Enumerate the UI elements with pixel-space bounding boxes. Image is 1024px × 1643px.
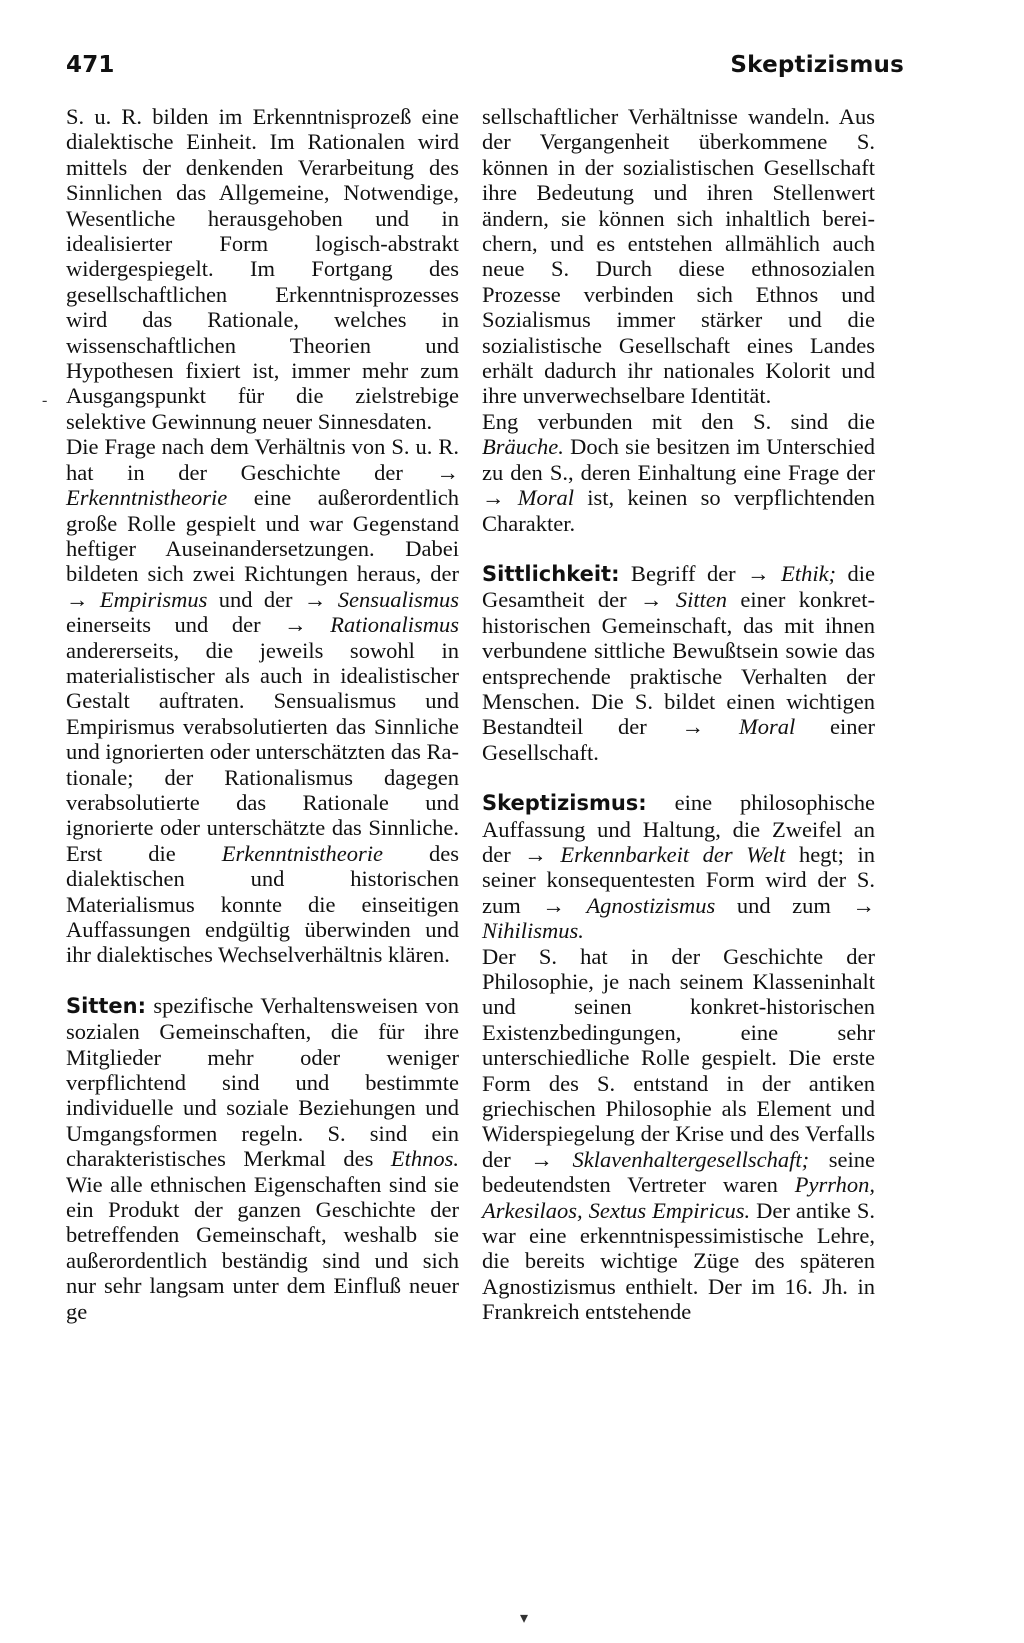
cross-reference: Erkenntnistheorie: [66, 485, 228, 511]
arrow-icon: →: [303, 586, 338, 612]
text-run: ist, keinen so verpflichtenden Charakter.: [482, 485, 875, 536]
cross-reference: Nihilismus.: [482, 918, 584, 944]
cross-reference: Pyrrhon, Arkesilaos, Sextus Empiricus.: [482, 1172, 875, 1223]
paragraph: [482, 409, 875, 536]
text-run: Der antike S. war eine erkenntnispessimistische Lehre, die bereits wichtige Züge des späteren Agnostizismus enthielt. Der im 16. Jh. in Frankreich entstehende: [482, 1197, 875, 1325]
cross-reference: Moral: [738, 714, 796, 740]
paragraph: S. u. R. bilden im Erkenntnisprozeß eine dialektische Einheit. Im Rationalen wird mittels der denkenden Verarbeitung des Sinnlichen das Allgemeine, Notwendige, Wesentliche herausgehoben und in idealisierter Form logisch-abstrakt widergespiegelt. Im Fortgang des gesellschaftlichen Erkenntnisprozesses wird das Rationale, welches in wissenschaftlichen Theorien und Hypothesen fixiert ist, immer mehr zum Ausgangspunkt für die zielstrebige selektive Gewinnung neuer Sinnesdaten.: [66, 104, 459, 434]
text-run: des dialektischen und historischen Materialismus konnte die einseitigen Auffassungen endgültig überwinden und ihr dialektisches Wechselverhältnis klären.: [66, 840, 459, 968]
text-run: Doch sie besitzen im Unterschied zu den S., deren Einhaltung eine Frage der: [482, 434, 875, 485]
arrow-icon: →: [524, 841, 561, 867]
arrow-icon: →: [530, 1146, 573, 1172]
cross-reference: Ethik;: [781, 560, 837, 586]
text-run: Begriff der: [619, 560, 748, 586]
page-number: 471: [66, 52, 115, 78]
margin-mark: -: [42, 392, 48, 409]
cross-reference: Sensualismus: [337, 586, 460, 612]
arrow-icon: →: [681, 714, 739, 740]
arrow-icon: →: [542, 892, 587, 918]
arrow-icon: →: [436, 459, 459, 485]
running-head: Skeptizismus: [730, 52, 904, 78]
text-run: Wie alle ethnischen Eigenschaften sind sie ein Produkt der ganzen Geschichte der betreffenden Gemeinschaft, weshalb sie außerordentlich beständig sind und sich nur sehr langsam unter dem Einfluß neuer ge: [66, 1171, 459, 1324]
headword: Sitten:: [66, 993, 146, 1018]
text-run: Eng verbunden mit den S. sind die: [482, 408, 875, 434]
cross-reference: Sitten: [675, 587, 728, 613]
cross-reference: Erkennbarkeit der Welt: [560, 841, 786, 867]
paragraph: [482, 944, 875, 1325]
entry-sitten: [66, 993, 459, 1324]
arrow-icon: →: [639, 587, 676, 613]
left-column: [66, 104, 459, 1324]
cross-reference: Moral: [517, 485, 574, 511]
text-run: einer Gesellschaft.: [482, 714, 875, 765]
text-run: Der S. hat in der Geschichte der Philosophie, je nach seinem Klasseninhalt und seinen konkret-historischen Existenzbedingungen, eine sehr unterschiedliche Rolle gespielt. Die erste Form des S. entstand in der antiken griechischen Philosophie als Element und Widerspiegelung der Krise und des Verfalls der: [482, 943, 875, 1172]
text-run: einerseits und der: [66, 612, 285, 638]
arrow-icon: →: [747, 560, 782, 586]
paragraph: [66, 434, 459, 968]
headword: Sittlichkeit:: [482, 561, 620, 586]
text-run: eine philosophische Auffassung und Haltung, die Zweifel an der: [482, 790, 875, 867]
text-run: seine bedeutendsten Vertreter waren: [482, 1146, 876, 1198]
text-run: und der: [207, 586, 304, 612]
cross-reference: Ethnos.: [390, 1146, 459, 1172]
text-run: spezifische Verhaltensweisen von sozialen Gemeinschaften, die für ihre Mitglieder mehr oder weniger verpflichtend sind und bestimmte individuelle und soziale Beziehungen und Umgangsformen regeln. S. sind ein charakteristisches Merkmal des: [66, 992, 459, 1172]
text-run: eine außerordentlich große Rolle gespielt und war Gegenstand heftiger Auseinandersetzungen. Dabei bildeten sich zwei Richtungen heraus, der: [66, 485, 459, 587]
cross-reference: Agnostizismus: [586, 892, 716, 918]
text-run: Die Frage nach dem Verhältnis von S. u. R. hat in der Geschichte der: [66, 434, 459, 485]
headword: Skeptizismus:: [482, 791, 647, 816]
arrow-icon: →: [482, 485, 518, 511]
margin-mark: ▾: [520, 1610, 529, 1627]
arrow-icon: →: [852, 892, 875, 918]
text-run: und zum: [715, 892, 853, 918]
paragraph: sellschaftlicher Verhältnisse wandeln. Aus der Vergangenheit überkommene S. können in der sozialistischen Gesellschaft ihre Bedeutung und ihren Stellenwert ändern, sie können sich inhaltlich bereichern, und es entstehen allmählich auch neue S. Durch diese ethnosozialen Prozesse verbinden sich Ethnos und Sozialismus immer stärker und die sozialistische Gesellschaft eines Landes erhält dadurch ihr nationales Kolorit und ihre unverwechselbare Identität.: [482, 104, 875, 409]
text-run: andererseits, die jeweils sowohl in materialistischer als auch in idealistischer Gestalt auftraten. Sensualismus und Empirismus verabsolutierten das Sinnliche und ignorierten oder unterschätzten das Rationale; der Rationalismus dagegen verabsolutierte das Rationale und ignorierte oder unterschätzte das Sinnliche. Erst die: [66, 637, 459, 866]
arrow-icon: →: [66, 586, 100, 612]
cross-reference: Sklavenhaltergesellschaft;: [572, 1146, 810, 1172]
text-run: hegt; in seiner konsequentesten Form wird der S. zum: [482, 841, 875, 918]
text-run: die Gesamtheit der: [482, 560, 875, 613]
cross-reference: Empirismus: [99, 586, 208, 612]
right-column: [482, 104, 875, 1325]
arrow-icon: →: [284, 612, 331, 638]
cross-reference: Bräuche.: [482, 434, 564, 460]
cross-reference: Erkenntnistheorie: [221, 840, 383, 866]
entry-sittlichkeit: [482, 561, 875, 765]
entry-skeptizismus: [482, 790, 875, 943]
text-run: einer konkret-historischen Gemeinschaft, das mit ihnen verbundene sittliche Bewußtsein sowie das entsprechende praktische Verhalten der Menschen. Die S. bildet einen wichtigen Bestandteil der: [482, 587, 875, 740]
cross-reference: Rationalismus: [330, 612, 460, 638]
